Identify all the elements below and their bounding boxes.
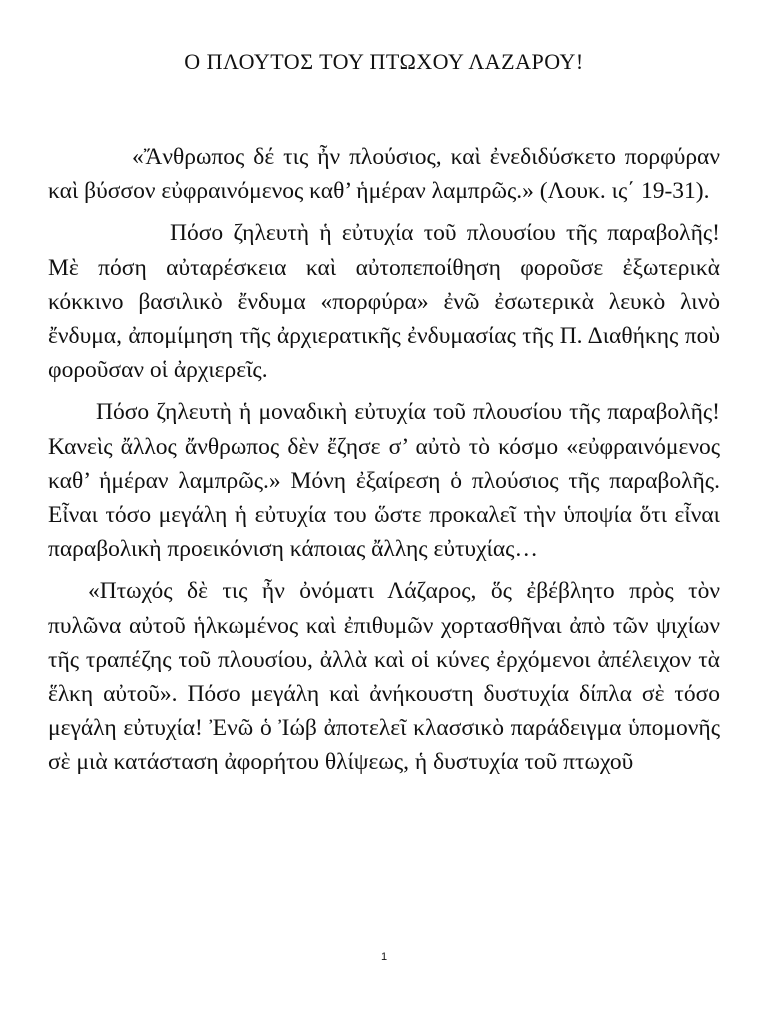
page-title: Ο ΠΛΟΥΤΟΣ ΤΟΥ ΠΤΩΧΟΥ ΛΑΖΑΡΟΥ!: [184, 49, 584, 74]
paragraph-lazarus: «Πτωχός δὲ τις ἦν ὀνόματι Λάζαρος, ὅς ἐβέβλητο πρὸς τὸν πυλῶνα αὐτοῦ ἡλκωμένος καὶ ἐπιθυμῶν χορτασθῆναι ἀπὸ τῶν ψιχίων τῆς τραπέζης τοῦ πλουσίου, ἀλλὰ καὶ οἱ κύνες ἐρχόμενοι ἀπέλειχον τὰ ἕλκη αὐτοῦ». Πόσο μεγάλη καὶ ἀνήκουστη δυστυχία δίπλα σὲ τόσο μεγάλη εὐτυχία! Ἐνῶ ὁ Ἰώβ ἀποτελεῖ κλασσικὸ παράδειγμα ὑπομονῆς σὲ μιὰ κατάσταση ἀφορήτου θλίψεως, ἡ δυστυχία τοῦ πτωχοῦ: [48, 578, 720, 776]
paragraph-unique-happiness: Πόσο ζηλευτὴ ἡ μοναδικὴ εὐτυχία τοῦ πλουσίου τῆς παραβολῆς! Κανεὶς ἄλλος ἄνθρωπος δὲν ἔζησε σ’ αὐτὸ τὸ κόσμο «εὐφραινόμενος καθ’ ἡμέραν λαμπρῶς.» Μόνη ἐξαίρεση ὁ πλούσιος τῆς παραβολῆς. Εἶναι τόσο μεγάλη ἡ εὐτυχία του ὥστε προκαλεῖ τὴν ὑποψία ὅτι εἶναι παραβολικὴ προεικόνιση κάποιας ἄλλης εὐτυχίας…: [48, 399, 720, 563]
paragraph-scripture-quote: «Ἄνθρωπος δέ τις ἦν πλούσιος, καὶ ἐνεδιδύσκετο πορφύραν καὶ βύσσον εὐφραινόμενος καθ’ ἡμέραν λαμπρῶς.» (Λουκ. ις΄ 19-31).: [48, 144, 720, 205]
page-number: 1: [380, 951, 388, 963]
paragraph-enviable-happiness: Πόσο ζηλευτὴ ἡ εὐτυχία τοῦ πλουσίου τῆς παραβολῆς! Μὲ πόση αὐταρέσκεια καὶ αὐτοπεποίθηση φοροῦσε ἐξωτερικὰ κόκκινο βασιλικὸ ἔνδυμα «πορφύρα» ἐνῶ ἐσωτερικὰ λευκὸ λινὸ ἔνδυμα, ἀπομίμηση τῆς ἀρχιερατικῆς ἐνδυμασίας τῆς Π. Διαθήκης ποὺ φοροῦσαν οἱ ἀρχιερεῖς.: [48, 220, 720, 384]
document-body: [48, 140, 720, 788]
